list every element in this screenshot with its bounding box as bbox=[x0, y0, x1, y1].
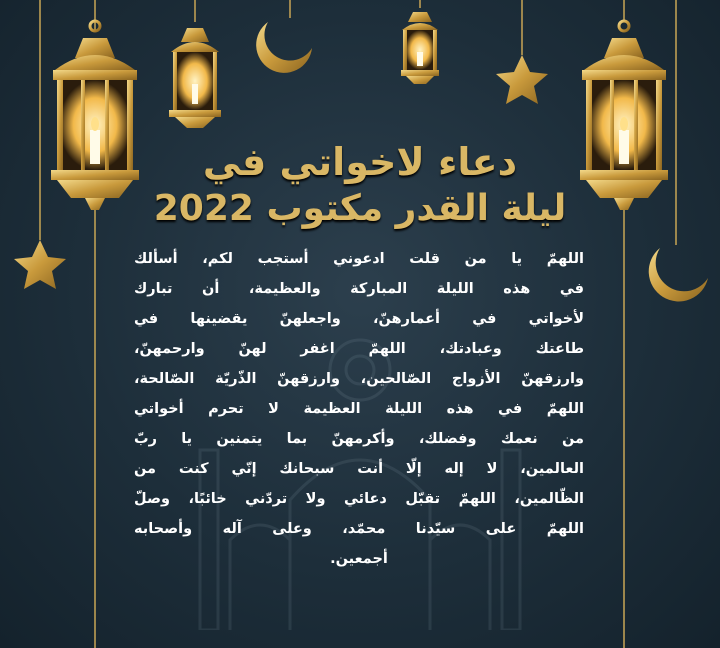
star-icon bbox=[14, 240, 66, 289]
crescent-moon-icon bbox=[649, 248, 708, 301]
page-title: دعاء لاخواتي في bbox=[202, 140, 518, 184]
prayer-line: من نعمك وفضلك، وأكرمهنّ بما يتمنين يا ربّ bbox=[134, 431, 584, 447]
prayer-line: اللهمّ في هذه الليلة العظيمة لا تحرم أخواتي bbox=[134, 401, 584, 417]
prayer-line: اللهمّ على سيّدنا محمّد، وعلى آله وأصحابه bbox=[134, 521, 584, 537]
star-icon bbox=[496, 55, 548, 104]
prayer-line: وارزقهنّ الأزواج الصّالحين، وارزقهنّ الذّريّة الصّالحة، bbox=[134, 371, 584, 387]
lantern-icon bbox=[401, 12, 439, 84]
crescent-moon-icon bbox=[256, 22, 312, 73]
prayer-line: لأخواتي في أعمارهنّ، واجعلهنّ يقضينها في bbox=[134, 311, 584, 327]
prayer-line: أجمعين. bbox=[330, 551, 388, 567]
page-subtitle: ليلة القدر مكتوب 2022 bbox=[153, 188, 567, 229]
prayer-line: طاعتك وعبادتك، اللهمّ اغفر لهنّ وارحمهنّ، bbox=[134, 341, 584, 357]
prayer-line: اللهمّ يا من قلت ادعوني أستجب لكم، أسألك bbox=[134, 251, 584, 267]
prayer-text bbox=[134, 244, 584, 640]
prayer-line: الظّالمين، اللهمّ تقبّل دعائي ولا تردّني خائبًا، وصلّ bbox=[134, 491, 584, 507]
lantern-icon bbox=[169, 28, 221, 128]
prayer-line: في هذه الليلة المباركة والعظيمة، أن تبارك bbox=[134, 281, 584, 297]
prayer-line: العالمين، لا إله إلّا أنت سبحانك إنّي كنت من bbox=[134, 461, 584, 477]
